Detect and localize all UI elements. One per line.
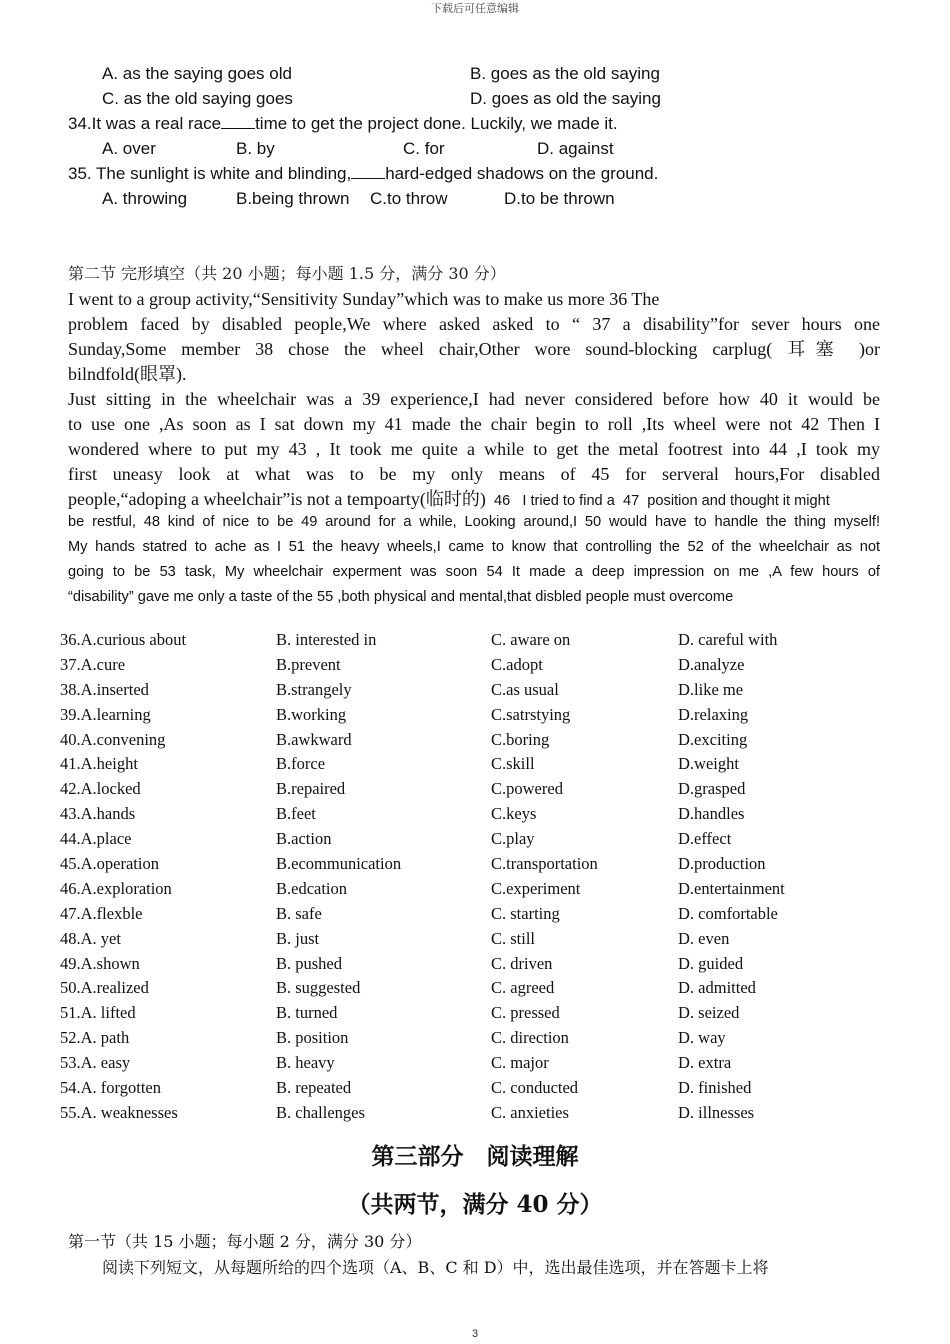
q35-option-a: A. throwing	[102, 189, 188, 208]
option-d: D. illnesses	[678, 1102, 755, 1122]
option-a: 39.A.learning	[60, 704, 151, 724]
option-b: B. just	[276, 928, 320, 948]
option-d: D.relaxing	[678, 704, 749, 724]
option-a: 46.A.exploration	[60, 878, 172, 898]
option-row	[60, 1078, 900, 1103]
option-c: C.transportation	[491, 854, 598, 874]
option-row	[60, 655, 900, 680]
option-a: 50.A.realized	[60, 978, 149, 998]
option-b: B. suggested	[276, 978, 361, 998]
option-b: B. interested in	[276, 630, 377, 649]
option-row	[60, 1003, 900, 1028]
option-a: 51.A. lifted	[60, 1003, 136, 1023]
option-row	[60, 879, 900, 904]
option-b: B.working	[276, 704, 347, 724]
cloze-line-3: Sunday,Some member 38 chose the wheel chair,Other wore sound-blocking carplug( 耳塞 )or	[68, 339, 880, 359]
option-c: C.boring	[491, 729, 550, 749]
option-b: B.repaired	[276, 779, 346, 799]
cloze-line-9-start: people,“adoping a wheelchair”is not a tempoarty(临时的)	[68, 489, 486, 509]
option-c: C. aware on	[491, 630, 571, 649]
option-c: C.experiment	[491, 878, 581, 898]
option-c: C.adopt	[491, 654, 543, 674]
q33-option-d: D. goes as old the saying	[470, 89, 661, 108]
option-c: C.satrstying	[491, 704, 571, 724]
option-c: C.powered	[491, 779, 563, 799]
option-row	[60, 754, 900, 779]
option-d: D.analyze	[678, 654, 745, 674]
q34-option-a: A. over	[102, 139, 156, 158]
option-d: D.effect	[678, 829, 732, 849]
option-a: 42.A.locked	[60, 779, 141, 799]
option-row	[60, 829, 900, 854]
option-b: B. repeated	[276, 1078, 352, 1098]
option-a: 37.A.cure	[60, 654, 126, 674]
option-c: C. starting	[491, 903, 560, 923]
option-b: B.action	[276, 829, 332, 849]
option-b: B.edcation	[276, 878, 348, 898]
option-c: C. direction	[491, 1028, 569, 1048]
option-b: B.strangely	[276, 679, 352, 699]
q35-option-b: B.being thrown	[236, 189, 350, 208]
option-d: D. seized	[678, 1003, 740, 1023]
option-b: B. position	[276, 1028, 349, 1048]
option-d: D. finished	[678, 1078, 752, 1098]
option-b: B.ecommunication	[276, 854, 402, 874]
option-d: D. way	[678, 1028, 726, 1048]
answer-blank	[221, 114, 255, 129]
q35-stem	[68, 161, 658, 186]
option-d: D.handles	[678, 804, 745, 824]
option-d: D.exciting	[678, 729, 748, 749]
cloze-section-title: 第二节 完形填空（共 20 小题；每小题 1.5 分，满分 30 分）	[68, 264, 506, 283]
cloze-line-1: I went to a group activity,“Sensitivity Sunday”which was to make us more 36 The	[68, 289, 660, 309]
option-d: D. admitted	[678, 978, 756, 998]
part3-title: 第三部分 阅读理解	[371, 1143, 579, 1170]
q35-stem-end: hard-edged shadows on the ground.	[385, 164, 659, 183]
part3-subtitle: （共两节，满分 40 分）	[347, 1191, 603, 1218]
option-c: C.as usual	[491, 679, 559, 699]
option-c: C. conducted	[491, 1078, 579, 1098]
cloze-line-5: Just sitting in the wheelchair was a 39 experience,I had never considered before how 40 it would be	[68, 389, 880, 409]
option-c: C.play	[491, 829, 535, 849]
option-a: 55.A. weaknesses	[60, 1102, 178, 1122]
option-a: 41.A.height	[60, 754, 138, 774]
option-row	[60, 954, 900, 979]
option-c: C. still	[491, 928, 536, 948]
option-b: B.force	[276, 754, 326, 774]
q34-option-d: D. against	[537, 139, 614, 158]
option-row	[60, 929, 900, 954]
answer-blank	[351, 164, 385, 179]
page-header: 下载后可任意编辑	[431, 2, 519, 15]
option-d: D. guided	[678, 953, 744, 973]
option-c: C.skill	[491, 754, 535, 774]
cloze-line-2: problem faced by disabled people,We where asked asked to “ 37 a disability”for sever hours one	[68, 314, 880, 334]
option-row	[60, 978, 900, 1003]
option-a: 49.A.shown	[60, 953, 140, 973]
q34-stem-end: time to get the project done. Luckily, we made it.	[255, 114, 618, 133]
option-row	[60, 680, 900, 705]
option-c: C. pressed	[491, 1003, 560, 1023]
option-a: 43.A.hands	[60, 804, 136, 824]
cloze-line-6: to use one ,As soon as I sat down my 41 made the chair begin to roll ,Its wheel were not 42 Then I	[68, 414, 880, 434]
option-b: B. safe	[276, 903, 322, 923]
option-a: 52.A. path	[60, 1028, 130, 1048]
option-d: D. even	[678, 928, 730, 948]
q35-option-d: D.to be thrown	[504, 189, 615, 208]
option-row	[60, 705, 900, 730]
q34-option-b: B. by	[236, 139, 275, 158]
page-number: 3	[471, 1328, 479, 1340]
cloze-line-13: “disability” gave me only a taste of the 55 ,both physical and mental,that disbled people must overcome	[68, 589, 734, 605]
option-c: C. major	[491, 1053, 549, 1073]
option-a: 40.A.convening	[60, 729, 166, 749]
option-row	[60, 1053, 900, 1078]
cloze-line-7: wondered where to put my 43 , It took me quite a while to get the metal footrest into 44 ,I took my	[68, 439, 880, 459]
option-row	[60, 1028, 900, 1053]
option-row	[60, 904, 900, 929]
reading-instruction: 阅读下列短文，从每题所给的四个选项（A、B、C 和 D）中，选出最佳选项，并在答题卡上将	[102, 1258, 769, 1277]
option-d: D. careful with	[678, 630, 778, 649]
option-row	[60, 854, 900, 879]
cloze-line-12: going to be 53 task, My wheelchair experment was soon 54 It made a deep impression on me ,A few hours of	[68, 564, 880, 580]
option-d: D. extra	[678, 1053, 732, 1073]
option-row	[60, 630, 900, 655]
option-a: 38.A.inserted	[60, 679, 149, 699]
option-a: 47.A.flexble	[60, 903, 143, 923]
option-a: 36.A.curious about	[60, 630, 187, 649]
q33-option-a: A. as the saying goes old	[102, 64, 292, 83]
cloze-line-10: be restful, 48 kind of nice to be 49 around for a while, Looking around,I 50 would have to handle the thing myself!	[68, 514, 880, 530]
option-b: B. challenges	[276, 1102, 365, 1122]
cloze-line-4: bilndfold(眼罩).	[68, 364, 187, 384]
cloze-line-9-end: 46 I tried to find a 47 position and thought it might	[485, 493, 830, 509]
q33-option-c: C. as the old saying goes	[102, 89, 293, 108]
option-a: 44.A.place	[60, 829, 132, 849]
option-c: C. agreed	[491, 978, 555, 998]
option-b: B.awkward	[276, 729, 352, 749]
q34-option-c: C. for	[403, 139, 445, 158]
option-b: B. heavy	[276, 1053, 335, 1073]
option-d: D.grasped	[678, 779, 746, 799]
q34-stem	[68, 111, 618, 136]
option-c: C. driven	[491, 953, 553, 973]
option-b: B.feet	[276, 804, 316, 824]
cloze-line-8: first uneasy look at what was to be my only means of 45 for serveral hours,For disabled	[68, 464, 880, 484]
option-a: 45.A.operation	[60, 854, 159, 874]
option-c: C. anxieties	[491, 1102, 569, 1122]
option-row	[60, 804, 900, 829]
q33-option-b: B. goes as the old saying	[470, 64, 660, 83]
option-b: B. turned	[276, 1003, 338, 1023]
option-d: D.entertainment	[678, 878, 785, 898]
cloze-options-table	[60, 630, 900, 1128]
q35-option-c: C.to throw	[370, 189, 448, 208]
reading-section-title: 第一节（共 15 小题；每小题 2 分，满分 30 分）	[68, 1232, 422, 1251]
option-d: D. comfortable	[678, 903, 778, 923]
option-a: 53.A. easy	[60, 1053, 131, 1073]
q34-stem-start: 34.It was a real race	[68, 114, 222, 133]
option-b: B. pushed	[276, 953, 342, 973]
option-row	[60, 730, 900, 755]
option-b: B.prevent	[276, 654, 341, 674]
option-d: D.production	[678, 854, 766, 874]
option-a: 54.A. forgotten	[60, 1078, 161, 1098]
cloze-line-11: My hands statred to ache as I 51 the heavy wheels,I came to know that controlling the 52 of the wheelchair as not	[68, 539, 880, 555]
option-a: 48.A. yet	[60, 928, 121, 948]
option-d: D.like me	[678, 679, 744, 699]
option-d: D.weight	[678, 754, 739, 774]
option-row	[60, 779, 900, 804]
option-c: C.keys	[491, 804, 537, 824]
q35-stem-start: 35. The sunlight is white and blinding,	[68, 164, 352, 183]
option-row	[60, 1103, 900, 1128]
